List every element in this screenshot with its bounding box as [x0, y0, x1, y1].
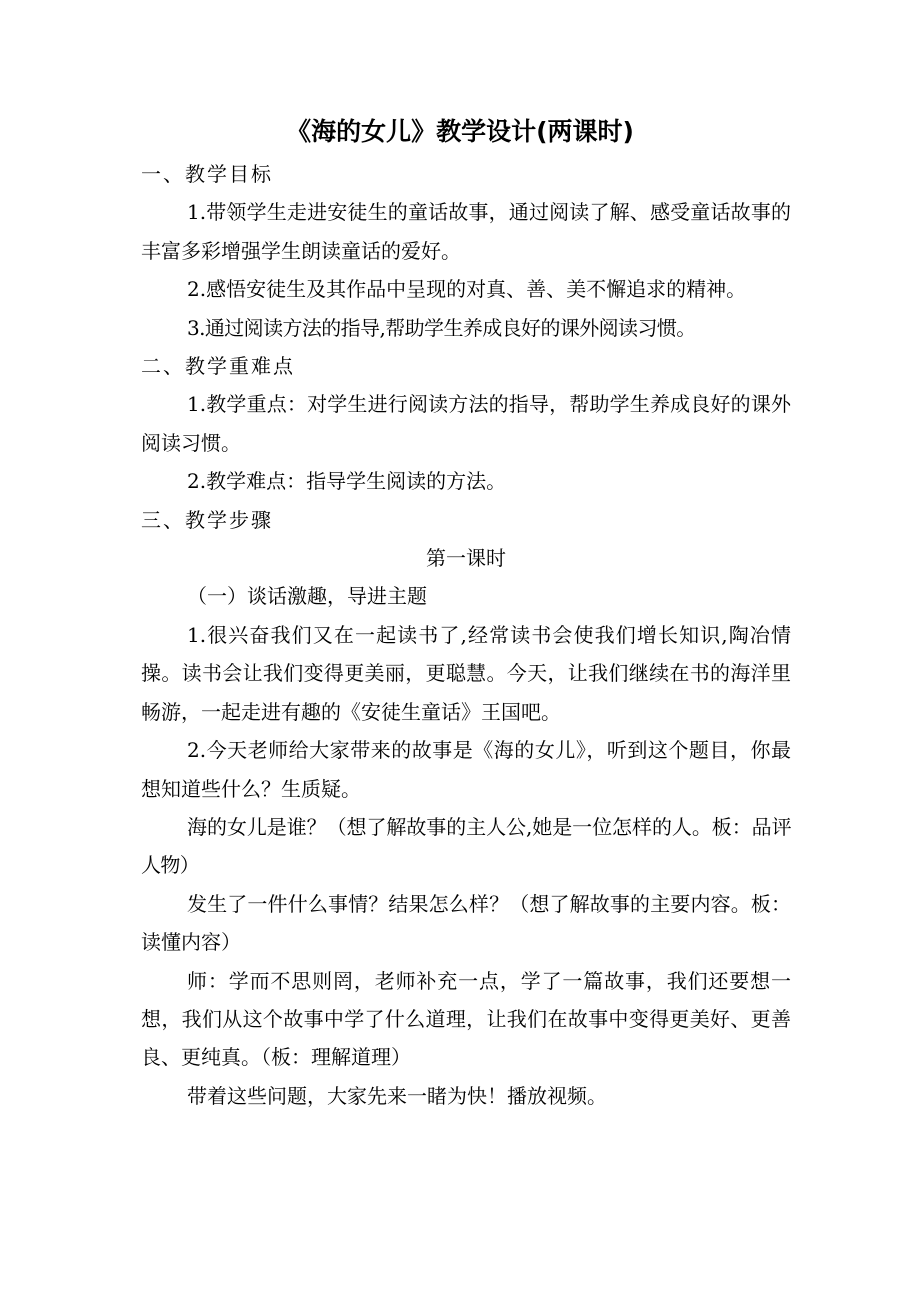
lesson-one-heading: 第一课时: [426, 546, 506, 571]
step-item-1: 1.很兴奋我们又在一起读书了,经常读书会使我们增长知识,陶冶情操。读书会让我们变得更美丽，更聪慧。今天，让我们继续在书的海洋里畅游，一起走进有趣的《安徒生童话》王国吧。: [141, 622, 791, 724]
section-heading-goals: 一、教学目标: [141, 162, 273, 186]
document-body: [141, 155, 791, 1115]
step-item-2: 2.今天老师给大家带来的故事是《海的女儿》，听到这个题目，你最想知道些什么？生质疑。: [141, 738, 791, 801]
key-point-item-1: 1.教学重点：对学生进行阅读方法的指导，帮助学生养成良好的课外阅读习惯。: [141, 392, 791, 455]
section-heading-steps: 三、教学步骤: [141, 507, 273, 532]
teacher-paragraph: 师：学而不思则罔，老师补充一点，学了一篇故事，我们还要想一想，我们从这个故事中学了什么道理，让我们在故事中变得更美好、更善良、更纯真。（板：理解道理）: [141, 968, 791, 1070]
goal-item-1: 1.带领学生走进安徒生的童话故事，通过阅读了解、感受童话故事的丰富多彩增强学生朗读童话的爱好。: [141, 200, 791, 263]
section-heading-key-points: 二、教学重难点: [141, 354, 295, 379]
question-paragraph-2: 发生了一件什么事情？结果怎么样？（想了解故事的主要内容。板：读懂内容）: [141, 891, 791, 955]
closing-paragraph: 带着这些问题，大家先来一睹为快！播放视频。: [187, 1083, 607, 1108]
goal-item-3: 3.通过阅读方法的指导,帮助学生养成良好的课外阅读习惯。: [187, 315, 696, 340]
key-point-item-2: 2.教学难点：指导学生阅读的方法。: [187, 469, 507, 494]
document-title: 《海的女儿》教学设计(两课时): [286, 117, 634, 146]
goal-item-2: 2.感悟安徒生及其作品中呈现的对真、善、美不懈追求的精神。: [187, 277, 747, 302]
question-paragraph-1: 海的女儿是谁？（想了解故事的主人公,她是一位怎样的人。板：品评人物）: [141, 814, 791, 878]
part-one-heading: （一）谈话激趣，导进主题: [187, 584, 427, 609]
